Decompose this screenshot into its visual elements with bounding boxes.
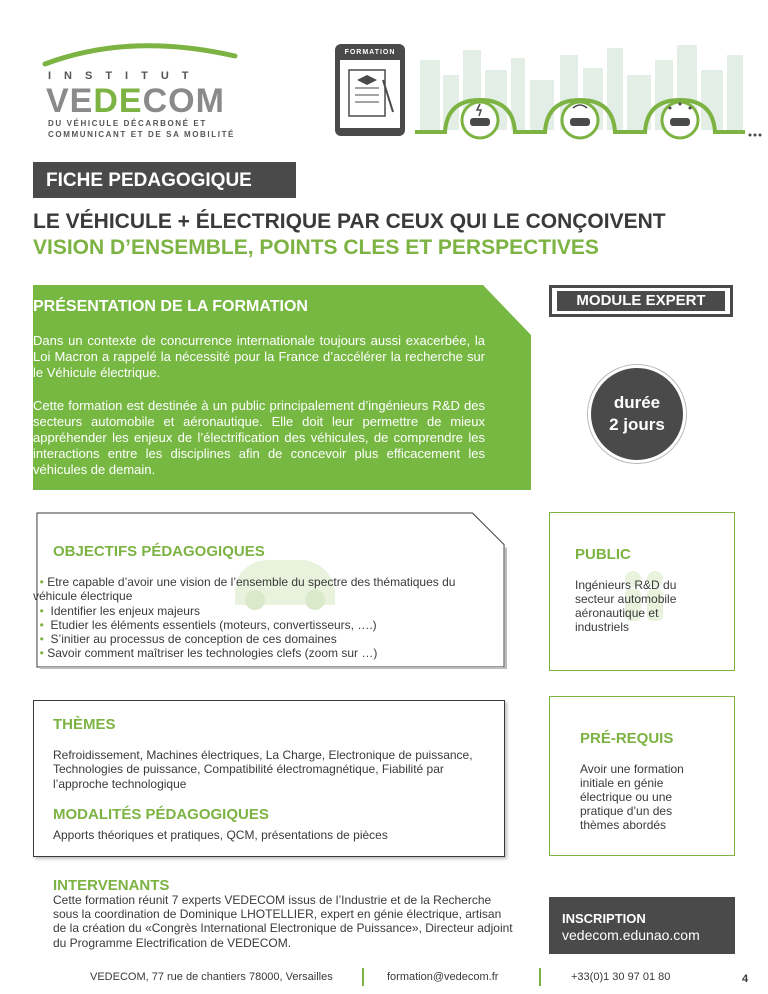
footer-separator (362, 968, 364, 986)
logo-institut: INSTITUT (48, 70, 202, 82)
modalities-title: MODALITÉS PÉDAGOGIQUES (53, 806, 269, 823)
logo-arc (40, 38, 240, 68)
footer-phone: +33(0)1 30 97 01 80 (571, 971, 671, 983)
prerequisites-title: PRÉ-REQUIS (580, 730, 674, 747)
speakers-text: Cette formation réunit 7 experts VEDECOM issus de l’Industrie et de la Recherche sous la coordination de Dominique LHOTELLIER, expert en génie électrique, artisan de la création du «Congrès International Electronique de Puissance», Directeur adjoint du Programme Electrification de VEDECOM. (53, 893, 513, 950)
themes-text: Refroidissement, Machines électriques, La Charge, Electronique de puissance, Technologies de puissance, Compatibilité électromagnétique, Fiabilité par l’approche technologique (53, 748, 473, 791)
page-subtitle: VISION D’ENSEMBLE, POINTS CLES ET PERSPECTIVES (33, 236, 599, 259)
list-item: • Etudier les éléments essentiels (moteurs, convertisseurs, ….) (39, 617, 377, 632)
list-item: • Savoir comment maîtriser les technologies clefs (zoom sur …) (39, 646, 378, 661)
logo-subtitle-line1: DU VÉHICULE DÉCARBONÉ ET (48, 119, 207, 128)
footer-address: VEDECOM, 77 rue de chantiers 78000, Versailles (90, 971, 333, 983)
list-item: • Etre capable d’avoir une vision de l’ensemble du spectre des thématiques du véhicule électrique (33, 575, 456, 604)
themes-title: THÈMES (53, 716, 116, 733)
speakers-title: INTERVENANTS (53, 877, 170, 894)
module-label: MODULE EXPERT (557, 291, 725, 311)
duration-label: durée (613, 393, 661, 412)
presentation-title: PRÉSENTATION DE LA FORMATION (33, 298, 308, 315)
logo-subtitle-line2: COMMUNICANT ET DE SA MOBILITÉ (48, 130, 235, 139)
registration-label: INSCRIPTION (562, 911, 646, 926)
modalities-text: Apports théoriques et pratiques, QCM, présentations de pièces (53, 828, 388, 842)
public-text: Ingénieurs R&D du secteur automobile aéronautique et industriels (575, 578, 677, 634)
logo-de: DE (93, 82, 143, 120)
public-title: PUBLIC (575, 546, 631, 563)
list-item: • S’initier au processus de conception de ces domaines (39, 632, 337, 647)
registration-block[interactable] (549, 897, 735, 954)
presentation-paragraph-2: Cette formation est destinée à un public principalement d’ingénieurs R&D des secteurs automobile et aéronautique. Elle doit leur permettre de mieux appréhender les enjeux de l’électrification des véhicules, de comprendre les interactions entre les disciplines afin de concevoir plus efficacement les véhicules de demain. (33, 398, 485, 477)
page-number: 4 (742, 973, 749, 985)
page-title: LE VÉHICULE + ÉLECTRIQUE PAR CEUX QUI LE CONÇOIVENT (33, 210, 666, 233)
fiche-label: FICHE PEDAGOGIQUE (33, 162, 296, 198)
logo-vedecom (46, 82, 225, 121)
footer-email[interactable]: formation@vedecom.fr (387, 971, 499, 983)
duration-value: 2 jours (609, 415, 665, 434)
registration-link[interactable]: vedecom.edunao.com (562, 927, 700, 943)
logo-com: COM (142, 82, 225, 120)
module-badge (549, 285, 733, 317)
list-item: • Identifier les enjeux majeurs (39, 603, 200, 618)
footer-separator (539, 968, 541, 986)
tablet-label: FORMATION (344, 49, 396, 56)
duration-badge (588, 365, 686, 463)
objectives-list (33, 575, 483, 661)
objectives-title: OBJECTIFS PÉDAGOGIQUES (53, 543, 265, 560)
presentation-paragraph-1: Dans un contexte de concurrence internationale toujours aussi exacerbée, la Loi Macron a rappelé la nécessité pour la France d’accélérer la recherche sur le Véhicule électrique. (33, 333, 485, 380)
prerequisites-text: Avoir une formation initiale en génie électrique ou une pratique d’un des thèmes abordés (580, 762, 684, 832)
logo-subtitle (48, 118, 235, 140)
logo-ve: VE (46, 82, 94, 120)
